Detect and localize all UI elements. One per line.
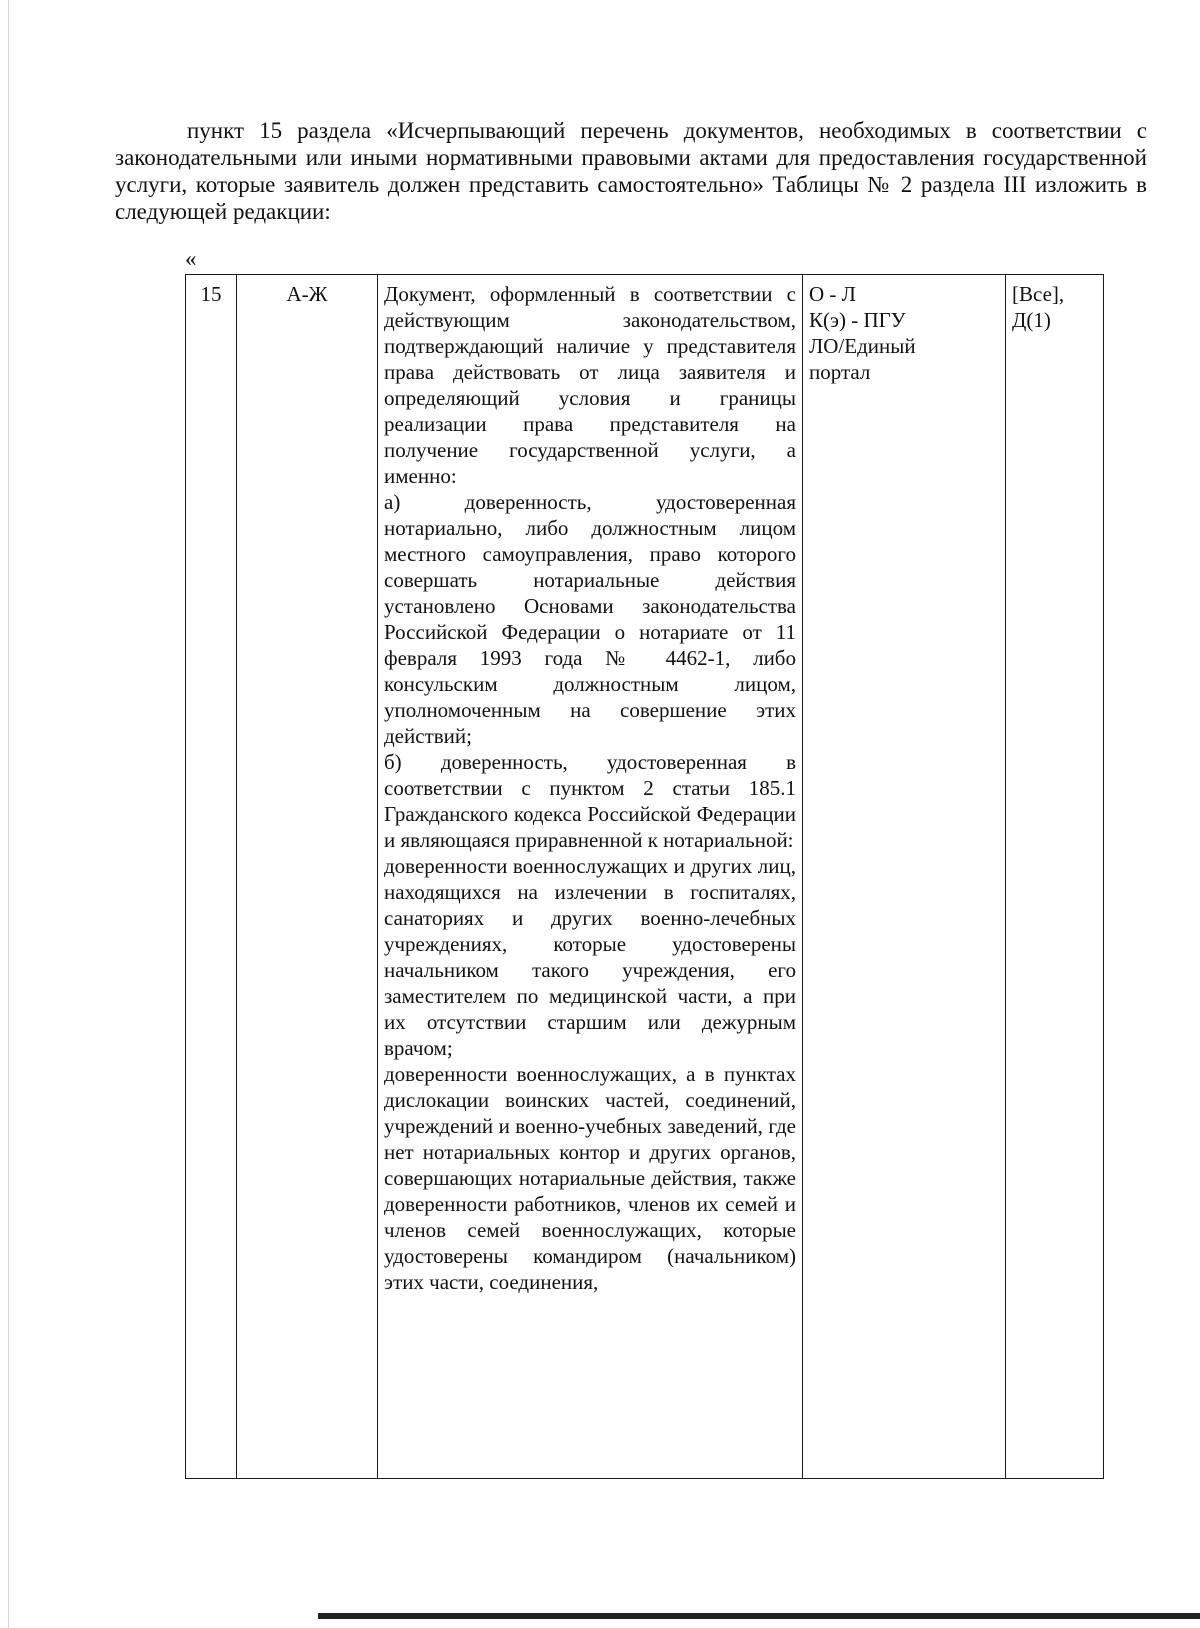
condition-line: [Все], [1012,282,1065,306]
condition-cell [1006,275,1104,1479]
row-number-cell: 15 [186,275,237,1479]
table-row [186,275,1104,1479]
document-paragraph: доверенности военнослужащих и других лиц, находящихся на излечении в госпиталях, санаториях и других военно-лечебных учреждениях, которые удостоверены начальником такого учреждения, его заместителем по медицинской части, а при их отсутствии старшим или дежурным врачом; [384,854,796,1060]
document-description-cell [378,275,803,1479]
opening-quote-mark: « [185,246,197,271]
documents-table [185,274,1104,1479]
applicant-category-cell: А-Ж [237,275,378,1479]
intro-paragraph: пункт 15 раздела «Исчерпывающий перечень документов, необходимых в соответствии с законодательными или иными нормативными правовыми актами для предоставления государственной услуги, которые заявитель должен представить самостоятельно» Таблицы № 2 раздела III изложить в следующей редакции: [115,118,1147,224]
submission-form-line: К(э) - ПГУ [809,308,906,332]
page-edge-bottom [318,1613,1200,1619]
submission-form-line: О - Л [809,282,856,306]
document-paragraph: доверенности военнослужащих, а в пунктах дислокации воинских частей, соединений, учреждений и военно-учебных заведений, где нет нотариальных контор и других органов, совершающих нотариальные действия, также доверенности работников, членов их семей и членов семей военнослужащих, которые удостоверены командиром (начальником) этих части, соединения, [384,1062,796,1294]
submission-form-line: портал [809,360,871,384]
document-paragraph: б) доверенность, удостоверенная в соответствии с пунктом 2 статьи 185.1 Гражданского кодекса Российской Федерации и являющаяся приравненной к нотариальной: [384,750,796,852]
submission-form-line: ЛО/Единый [809,334,916,358]
document-paragraph: а) доверенность, удостоверенная нотариально, либо должностным лицом местного самоуправления, право которого совершать нотариальные действия установлено Основами законодательства Российской Федерации о нотариате от 11 февраля 1993 года № 4462-1, либо консульским должностным лицом, уполномоченным на совершение этих действий; [384,490,796,748]
condition-line: Д(1) [1012,308,1051,332]
submission-form-cell [803,275,1006,1479]
document-paragraph: Документ, оформленный в соответствии с действующим законодательством, подтверждающий наличие у представителя права действовать от лица заявителя и определяющий условия и границы реализации права представителя на получение государственной услуги, а именно: [384,282,796,488]
page-edge-left [8,0,9,1628]
